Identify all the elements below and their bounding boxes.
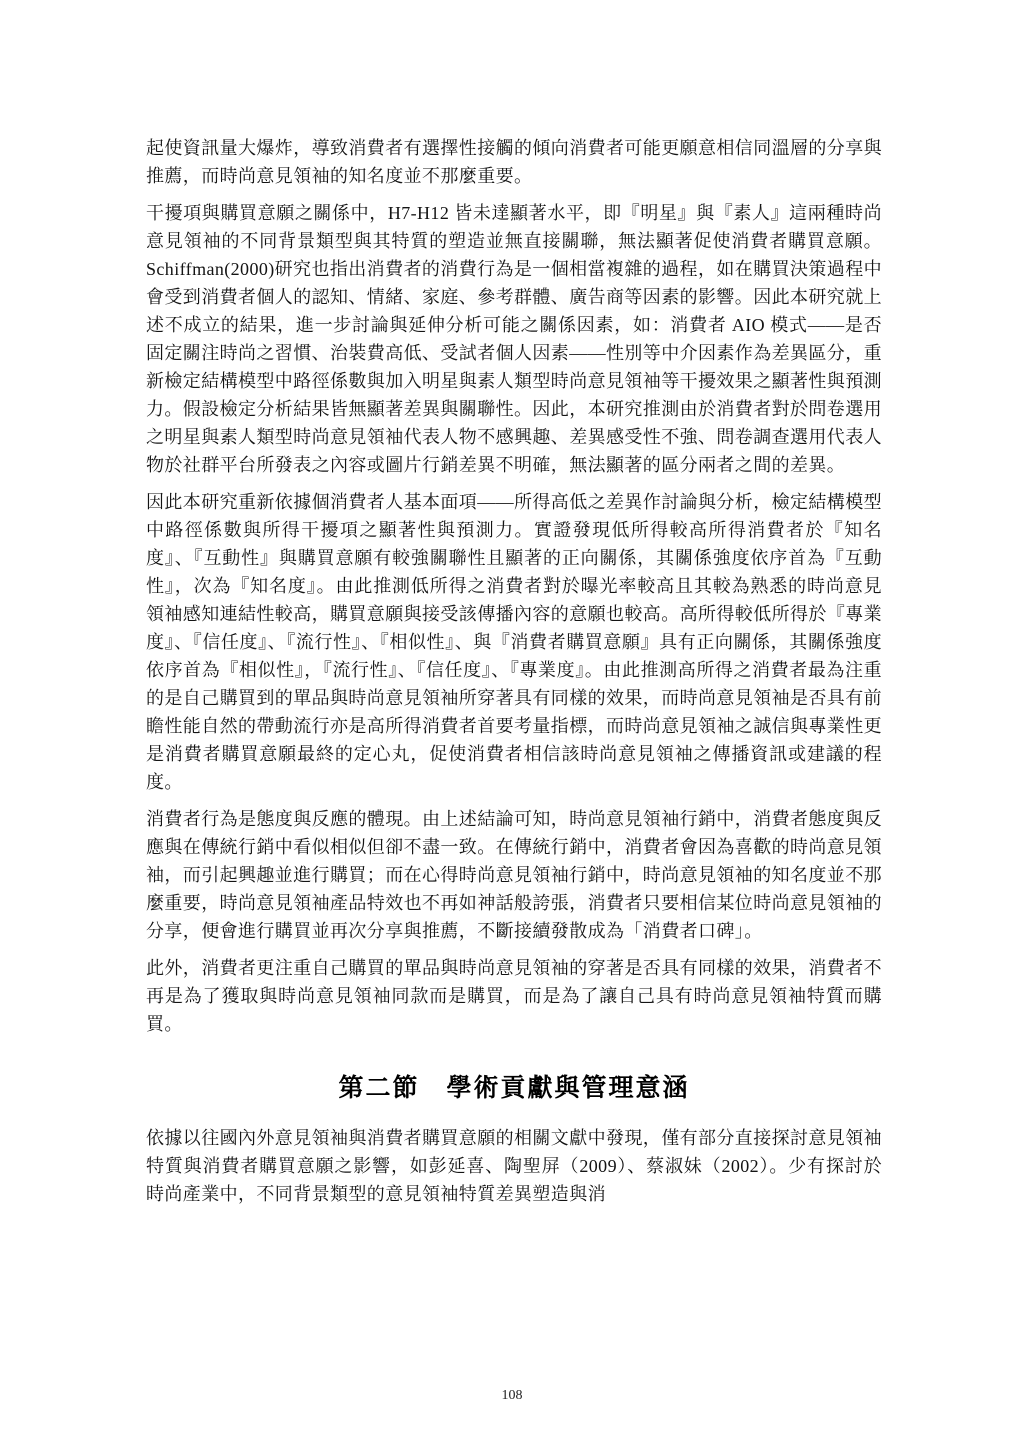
body-paragraph: 干擾項與購買意願之關係中，H7-H12 皆未達顯著水平，即『明星』與『素人』這兩種時尚意見領袖的不同背景類型與其特質的塑造並無直接關聯，無法顯著促使消費者購買意願。Schiffman(2000)研究也指出消費者的消費行為是一個相當複雜的過程，如在購買決策過程中會受到消費者個人的認知、情緒、家庭、參考群體、廣告商等因素的影響。因此本研究就上述不成立的結果，進一步討論與延伸分析可能之關係因素，如：消費者 AIO 模式——是否固定關注時尚之習慣、治裝費高低、受試者個人因素——性別等中介因素作為差異區分，重新檢定結構模型中路徑係數與加入明星與素人類型時尚意見領袖等干擾效果之顯著性與預測力。假設檢定分析結果皆無顯著差異與關聯性。因此，本研究推測由於消費者對於問卷選用之明星與素人類型時尚意見領袖代表人物不感興趣、差異感受性不強、問卷調查選用代表人物於社群平台所發表之內容或圖片行銷差異不明確，無法顯著的區分兩者之間的差異。 — [146, 203, 882, 475]
page-number: 108 — [501, 1388, 523, 1403]
page-footer — [0, 1386, 1024, 1404]
body-paragraph: 因此本研究重新依據個消費者人基本面項——所得高低之差異作討論與分析，檢定結構模型中路徑係數與所得干擾項之顯著性與預測力。實證發現低所得較高所得消費者於『知名度』、『互動性』與購買意願有較強關聯性且顯著的正向關係，其關係強度依序首為『互動性』，次為『知名度』。由此推測低所得之消費者對於曝光率較高且其較為熟悉的時尚意見領袖感知連結性較高，購買意願與接受該傳播內容的意願也較高。高所得較低所得於『專業度』、『信任度』、『流行性』、『相似性』、與『消費者購買意願』具有正向關係，其關係強度依序首為『相似性』，『流行性』、『信任度』、『專業度』。由此推測高所得之消費者最為注重的是自己購買到的單品與時尚意見領袖所穿著具有同樣的效果，而時尚意見領袖是否具有前瞻性能自然的帶動流行亦是高所得消費者首要考量指標，而時尚意見領袖之誠信與專業性更是消費者購買意願最終的定心丸，促使消費者相信該時尚意見領袖之傳播資訊或建議的程度。 — [146, 492, 882, 792]
body-paragraph: 此外，消費者更注重自己購買的單品與時尚意見領袖的穿著是否具有同樣的效果，消費者不再是為了獲取與時尚意見領袖同款而是購買，而是為了讓自己具有時尚意見領袖特質而購買。 — [146, 958, 882, 1034]
body-paragraph: 依據以往國內外意見領袖與消費者購買意願的相關文獻中發現，僅有部分直接探討意見領袖特質與消費者購買意願之影響，如彭延喜、陶聖屏（2009）、蔡淑妹（2002）。少有探討於時尚產業中，不同背景類型的意見領袖特質差異塑造與消 — [146, 1128, 882, 1204]
page-content — [146, 134, 882, 1217]
body-paragraph: 起使資訊量大爆炸，導致消費者有選擇性接觸的傾向消費者可能更願意相信同溫層的分享與推薦，而時尚意見領袖的知名度並不那麼重要。 — [146, 138, 882, 186]
section-heading: 第二節 學術貢獻與管理意涵 — [338, 1075, 690, 1102]
body-paragraph: 消費者行為是態度與反應的體現。由上述結論可知，時尚意見領袖行銷中，消費者態度與反應與在傳統行銷中看似相似但卻不盡一致。在傳統行銷中，消費者會因為喜歡的時尚意見領袖，而引起興趣並進行購買；而在心得時尚意見領袖行銷中，時尚意見領袖的知名度並不那麼重要，時尚意見領袖產品特效也不再如神話般誇張，消費者只要相信某位時尚意見領袖的分享，便會進行購買並再次分享與推薦，不斷接續發散成為「消費者口碑」。 — [146, 809, 882, 941]
